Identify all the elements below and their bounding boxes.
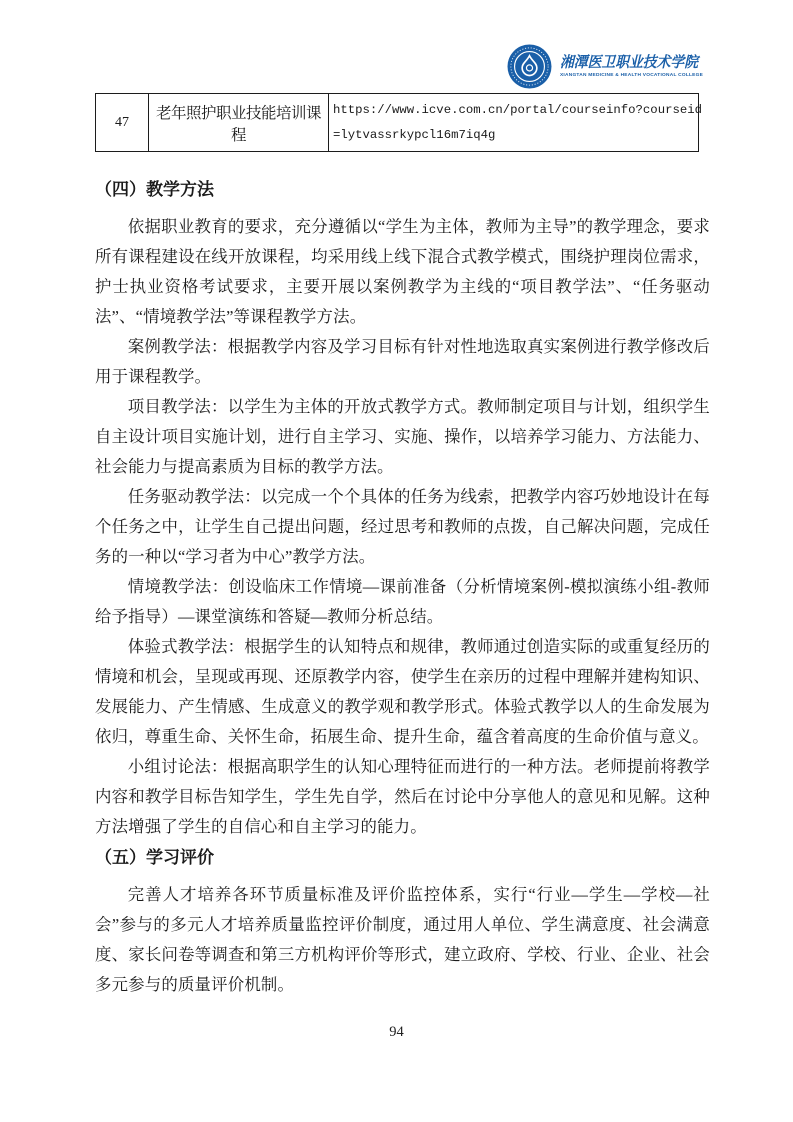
paragraph: 完善人才培养各环节质量标准及评价监控体系，实行“行业—学生—学校—社会”参与的多元人才培养质量监控评价制度，通过用人单位、学生满意度、社会满意度、家长问卷等调查和第三方机构评价等形式，建立政府、学校、行业、企业、社会多元参与的质量评价机制。 <box>95 885 710 994</box>
college-name-zh: 湘潭医卫职业技术学院 <box>559 55 698 71</box>
paragraph: 案例教学法：根据教学内容及学习目标有针对性地选取真实案例进行教学修改后用于课程教学。 <box>95 337 710 386</box>
section-heading-teaching-methods: （四）教学方法 <box>95 180 214 199</box>
paragraph: 依据职业教育的要求，充分遵循以“学生为主体，教师为主导”的教学理念，要求所有课程建设在线开放课程，均采用线上线下混合式教学模式，围绕护理岗位需求，护士执业资格考试要求，主要开展以案例教学为主线的“项目教学法”、“任务驱动法”、“情境教学法”等课程教学方法。 <box>95 217 710 326</box>
college-logo-text <box>560 54 710 79</box>
paragraph: 体验式教学法：根据学生的认知特点和规律，教师通过创造实际的或重复经历的情境和机会，呈现或再现、还原教学内容，使学生在亲历的过程中理解并建构知识、发展能力、产生情感、生成意义的教学观和教学形式。体验式教学以人的生命发展为依归，尊重生命、关怀生命，拓展生命、提升生命，蕴含着高度的生命价值与意义。 <box>95 637 710 746</box>
college-logo <box>507 44 710 89</box>
paragraph: 任务驱动教学法：以完成一个个具体的任务为线索，把教学内容巧妙地设计在每个任务之中，让学生自己提出问题，经过思考和教师的点拨，自己解决问题，完成任务的一种以“学习者为中心”教学方法。 <box>95 487 710 566</box>
paragraph: 项目教学法：以学生为主体的开放式教学方式。教师制定项目与计划，组织学生自主设计项目实施计划，进行自主学习、实施、操作，以培养学习能力、方法能力、社会能力与提高素质为目标的教学方法。 <box>95 397 710 476</box>
course-url-line2: =lytvassrkypcl16m7iq4g <box>333 127 496 142</box>
page-number: 94 <box>389 1024 404 1040</box>
paragraph: 小组讨论法：根据高职学生的认知心理特征而进行的一种方法。老师提前将教学内容和教学目标告知学生，学生先自学，然后在讨论中分享他人的意见和见解。这种方法增强了学生的自信心和自主学习的能力。 <box>95 757 710 836</box>
course-name-cell: 老年照护职业技能培训课程 <box>149 94 329 152</box>
page-content <box>95 0 710 1000</box>
section-heading-learning-evaluation: （五）学习评价 <box>95 848 214 867</box>
college-emblem-icon <box>507 44 552 89</box>
course-url-line1: https://www.icve.com.cn/portal/courseinfo?courseid <box>333 102 702 117</box>
table-row <box>96 94 699 152</box>
paragraph: 情境教学法：创设临床工作情境—课前准备（分析情境案例-模拟演练小组-教师给予指导）—课堂演练和答疑—教师分析总结。 <box>95 577 710 626</box>
college-name-en: XIANGTAN MEDICINE & HEALTH VOCATIONAL COLLEGE <box>559 73 704 78</box>
course-table <box>95 93 702 152</box>
course-url-cell <box>329 94 702 152</box>
page-header <box>95 0 710 93</box>
course-number-cell: 47 <box>96 94 149 152</box>
